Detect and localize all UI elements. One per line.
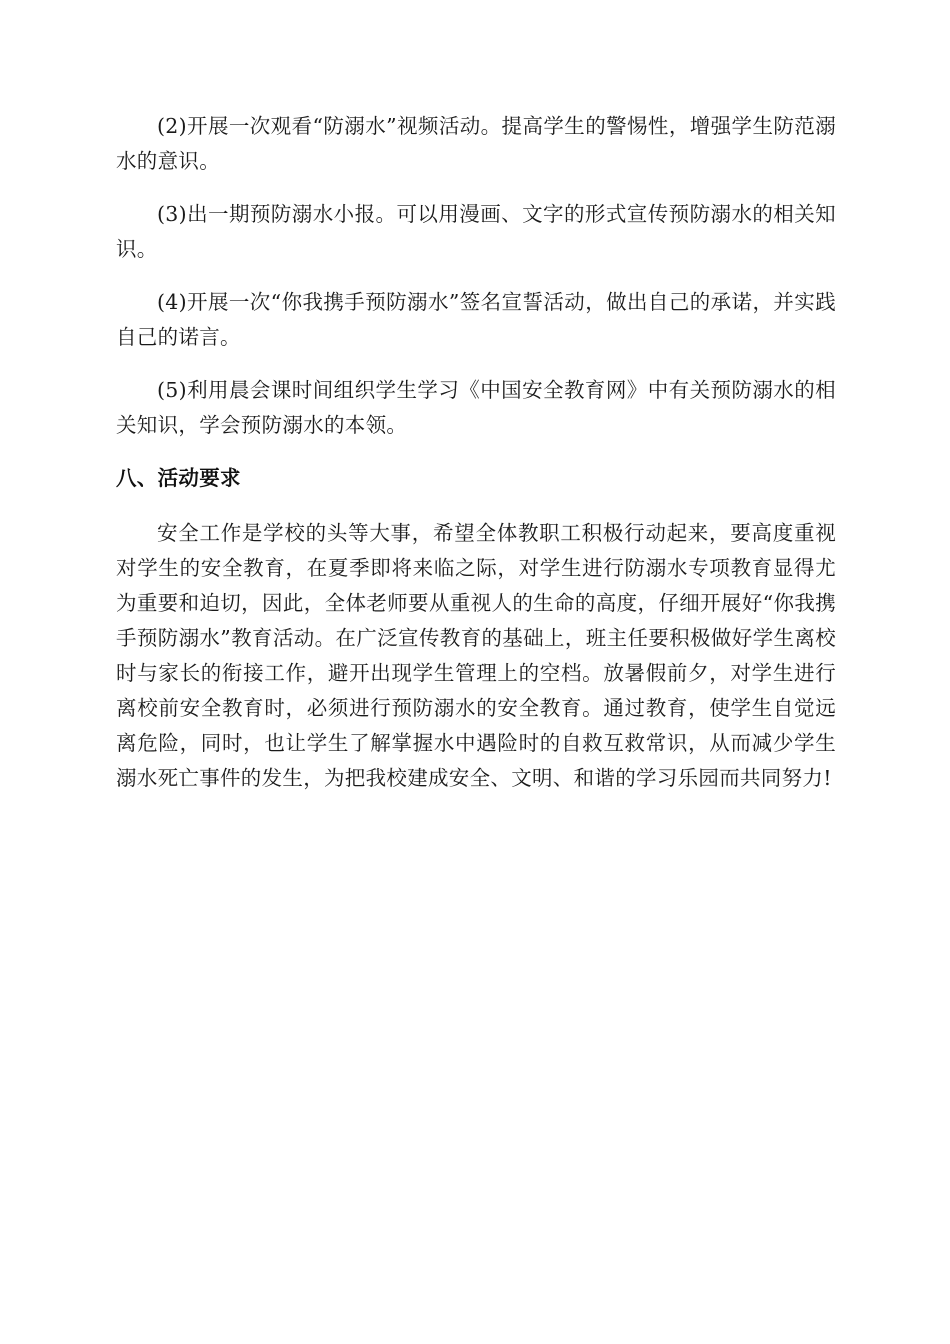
section-heading: 八、活动要求 [116,466,241,490]
activity-item-4: (4)开展一次“你我携手预防溺水”签名宣誓活动，做出自己的承诺，并实践自己的诺言。 [116,290,836,349]
activity-item-3: (3)出一期预防溺水小报。可以用漫画、文字的形式宣传预防溺水的相关知识。 [116,202,836,261]
activity-item-2: (2)开展一次观看“防溺水”视频活动。提高学生的警惕性，增强学生防范溺水的意识。 [116,114,836,173]
activity-item-5: (5)利用晨会课时间组织学生学习《中国安全教育网》中有关预防溺水的相关知识，学会预防溺水的本领。 [116,378,836,437]
document-body [116,109,836,796]
section-body: 安全工作是学校的头等大事，希望全体教职工积极行动起来，要高度重视对学生的安全教育，在夏季即将来临之际，对学生进行防溺水专项教育显得尤为重要和迫切，因此，全体老师要从重视人的生命的高度，仔细开展好“你我携手预防溺水”教育活动。在广泛宣传教育的基础上，班主任要积极做好学生离校时与家长的衔接工作，避开出现学生管理上的空档。放暑假前夕，对学生进行离校前安全教育时，必须进行预防溺水的安全教育。通过教育，使学生自觉远离危险，同时，也让学生了解掌握水中遇险时的自救互救常识，从而减少学生溺水死亡事件的发生，为把我校建成安全、文明、和谐的学习乐园而共同努力! [116,521,836,790]
